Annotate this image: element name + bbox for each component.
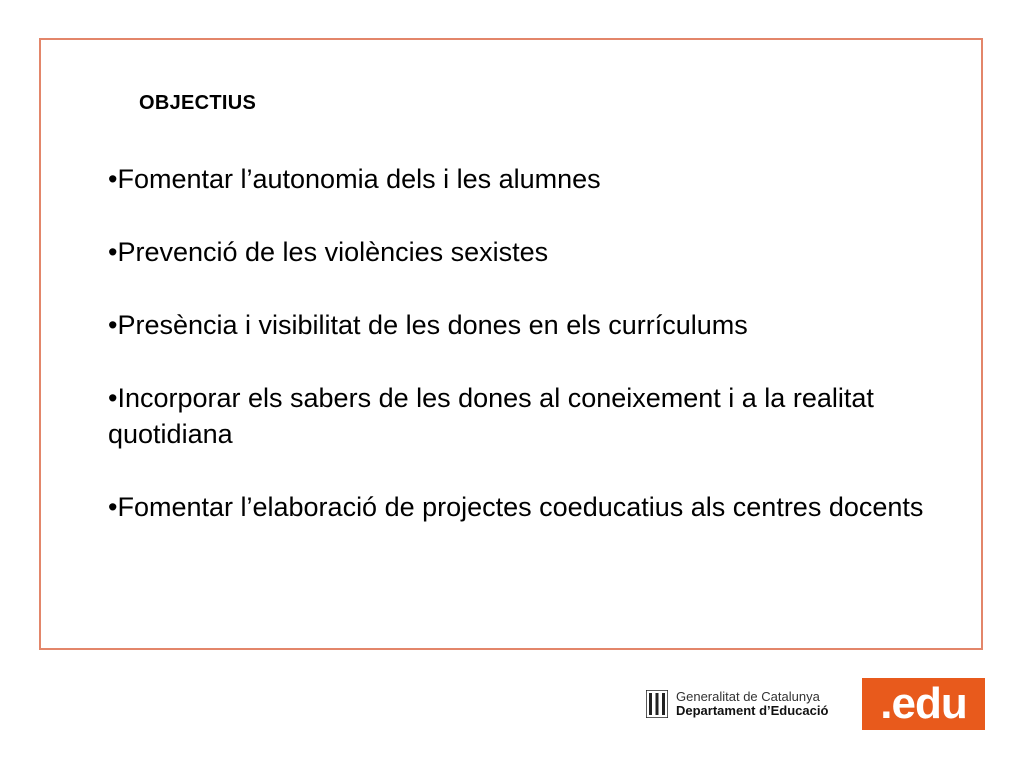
- objective-item: •Incorporar els sabers de les dones al coneixement i a la realitat quotidiana: [108, 383, 874, 449]
- catalonia-emblem-icon: [646, 690, 668, 718]
- slide-heading: OBJECTIUS: [139, 92, 257, 114]
- objective-item: •Fomentar l’elaboració de projectes coeducatius als centres docents: [108, 492, 924, 522]
- generalitat-logo-text: [676, 690, 828, 718]
- department-name: Departament d’Educació: [676, 703, 829, 718]
- objectives-list: [108, 161, 928, 562]
- org-name: Generalitat de Catalunya: [676, 689, 820, 704]
- generalitat-logo: [646, 690, 828, 718]
- objective-item: •Presència i visibilitat de les dones en els currículums: [108, 310, 748, 340]
- objective-item: •Prevenció de les violències sexistes: [108, 237, 549, 267]
- objective-item: •Fomentar l’autonomia dels i les alumnes: [108, 164, 601, 194]
- edu-badge: .edu: [862, 678, 985, 730]
